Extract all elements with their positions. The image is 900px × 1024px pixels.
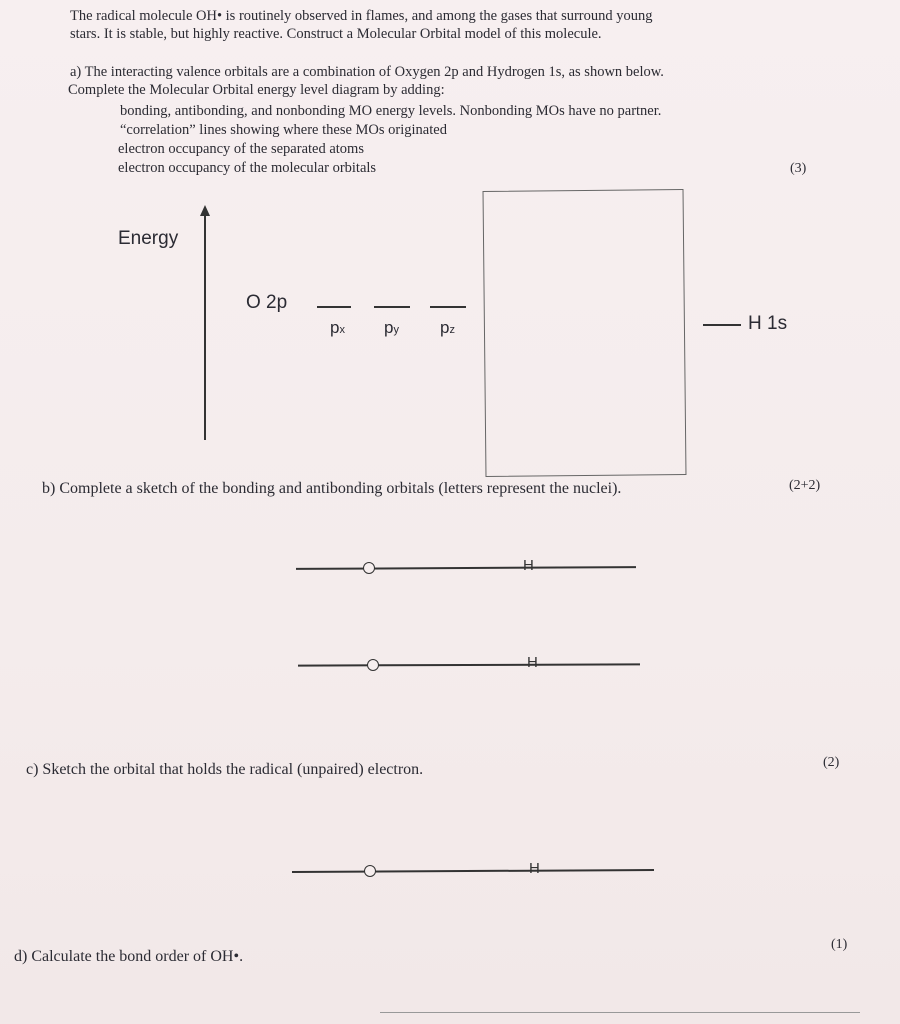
part-c-marks: (2) bbox=[823, 755, 840, 770]
oxygen-nucleus-b1 bbox=[363, 562, 375, 574]
h1s-label: H 1s bbox=[748, 313, 788, 334]
page-bottom-rule bbox=[380, 1012, 860, 1013]
pz-level bbox=[430, 306, 466, 308]
hydrogen-nucleus-c: H bbox=[529, 860, 540, 877]
pz-label: pz bbox=[440, 318, 455, 337]
h1s-level bbox=[703, 324, 741, 326]
oxygen-nucleus-b2 bbox=[367, 659, 379, 671]
part-a-line-1: a) The interacting valence orbitals are a combination of Oxygen 2p and Hydrogen 1s, as shown below. bbox=[70, 64, 664, 80]
part-a-item-2: “correlation” lines showing where these MOs originated bbox=[120, 122, 447, 138]
energy-arrow-icon bbox=[198, 204, 212, 218]
sketch-axis-b1 bbox=[296, 566, 636, 569]
part-b-marks: (2+2) bbox=[789, 478, 821, 493]
sketch-axis-c bbox=[292, 869, 654, 872]
energy-label: Energy bbox=[118, 228, 179, 249]
px-level bbox=[317, 306, 351, 308]
o2p-label: O 2p bbox=[246, 292, 288, 313]
part-b-text: b) Complete a sketch of the bonding and antibonding orbitals (letters represent the nuclei). bbox=[42, 480, 622, 497]
py-level bbox=[374, 306, 410, 308]
part-a-item-1: bonding, antibonding, and nonbonding MO energy levels. Nonbonding MOs have no partner. bbox=[120, 103, 662, 119]
intro-line-2: stars. It is stable, but highly reactive. Construct a Molecular Orbital model of this molecule. bbox=[70, 26, 602, 42]
px-label: px bbox=[330, 318, 345, 337]
energy-axis bbox=[204, 212, 206, 440]
hydrogen-nucleus-b2: H bbox=[527, 654, 538, 671]
part-a-line-2: Complete the Molecular Orbital energy level diagram by adding: bbox=[68, 82, 445, 98]
part-a-item-4: electron occupancy of the molecular orbitals bbox=[118, 160, 377, 176]
py-label: py bbox=[384, 318, 399, 337]
sketch-axis-b2 bbox=[298, 663, 640, 666]
part-a-item-3: electron occupancy of the separated atoms bbox=[118, 141, 364, 157]
mo-answer-box[interactable] bbox=[483, 189, 687, 477]
part-a-marks: (3) bbox=[790, 161, 807, 176]
part-d-marks: (1) bbox=[831, 937, 848, 952]
intro-line-1: The radical molecule OH• is routinely observed in flames, and among the gases that surround young bbox=[70, 8, 653, 24]
hydrogen-nucleus-b1: H bbox=[523, 557, 534, 574]
part-d-text: d) Calculate the bond order of OH•. bbox=[14, 948, 244, 965]
part-c-text: c) Sketch the orbital that holds the radical (unpaired) electron. bbox=[26, 761, 424, 778]
oxygen-nucleus-c bbox=[364, 865, 376, 877]
